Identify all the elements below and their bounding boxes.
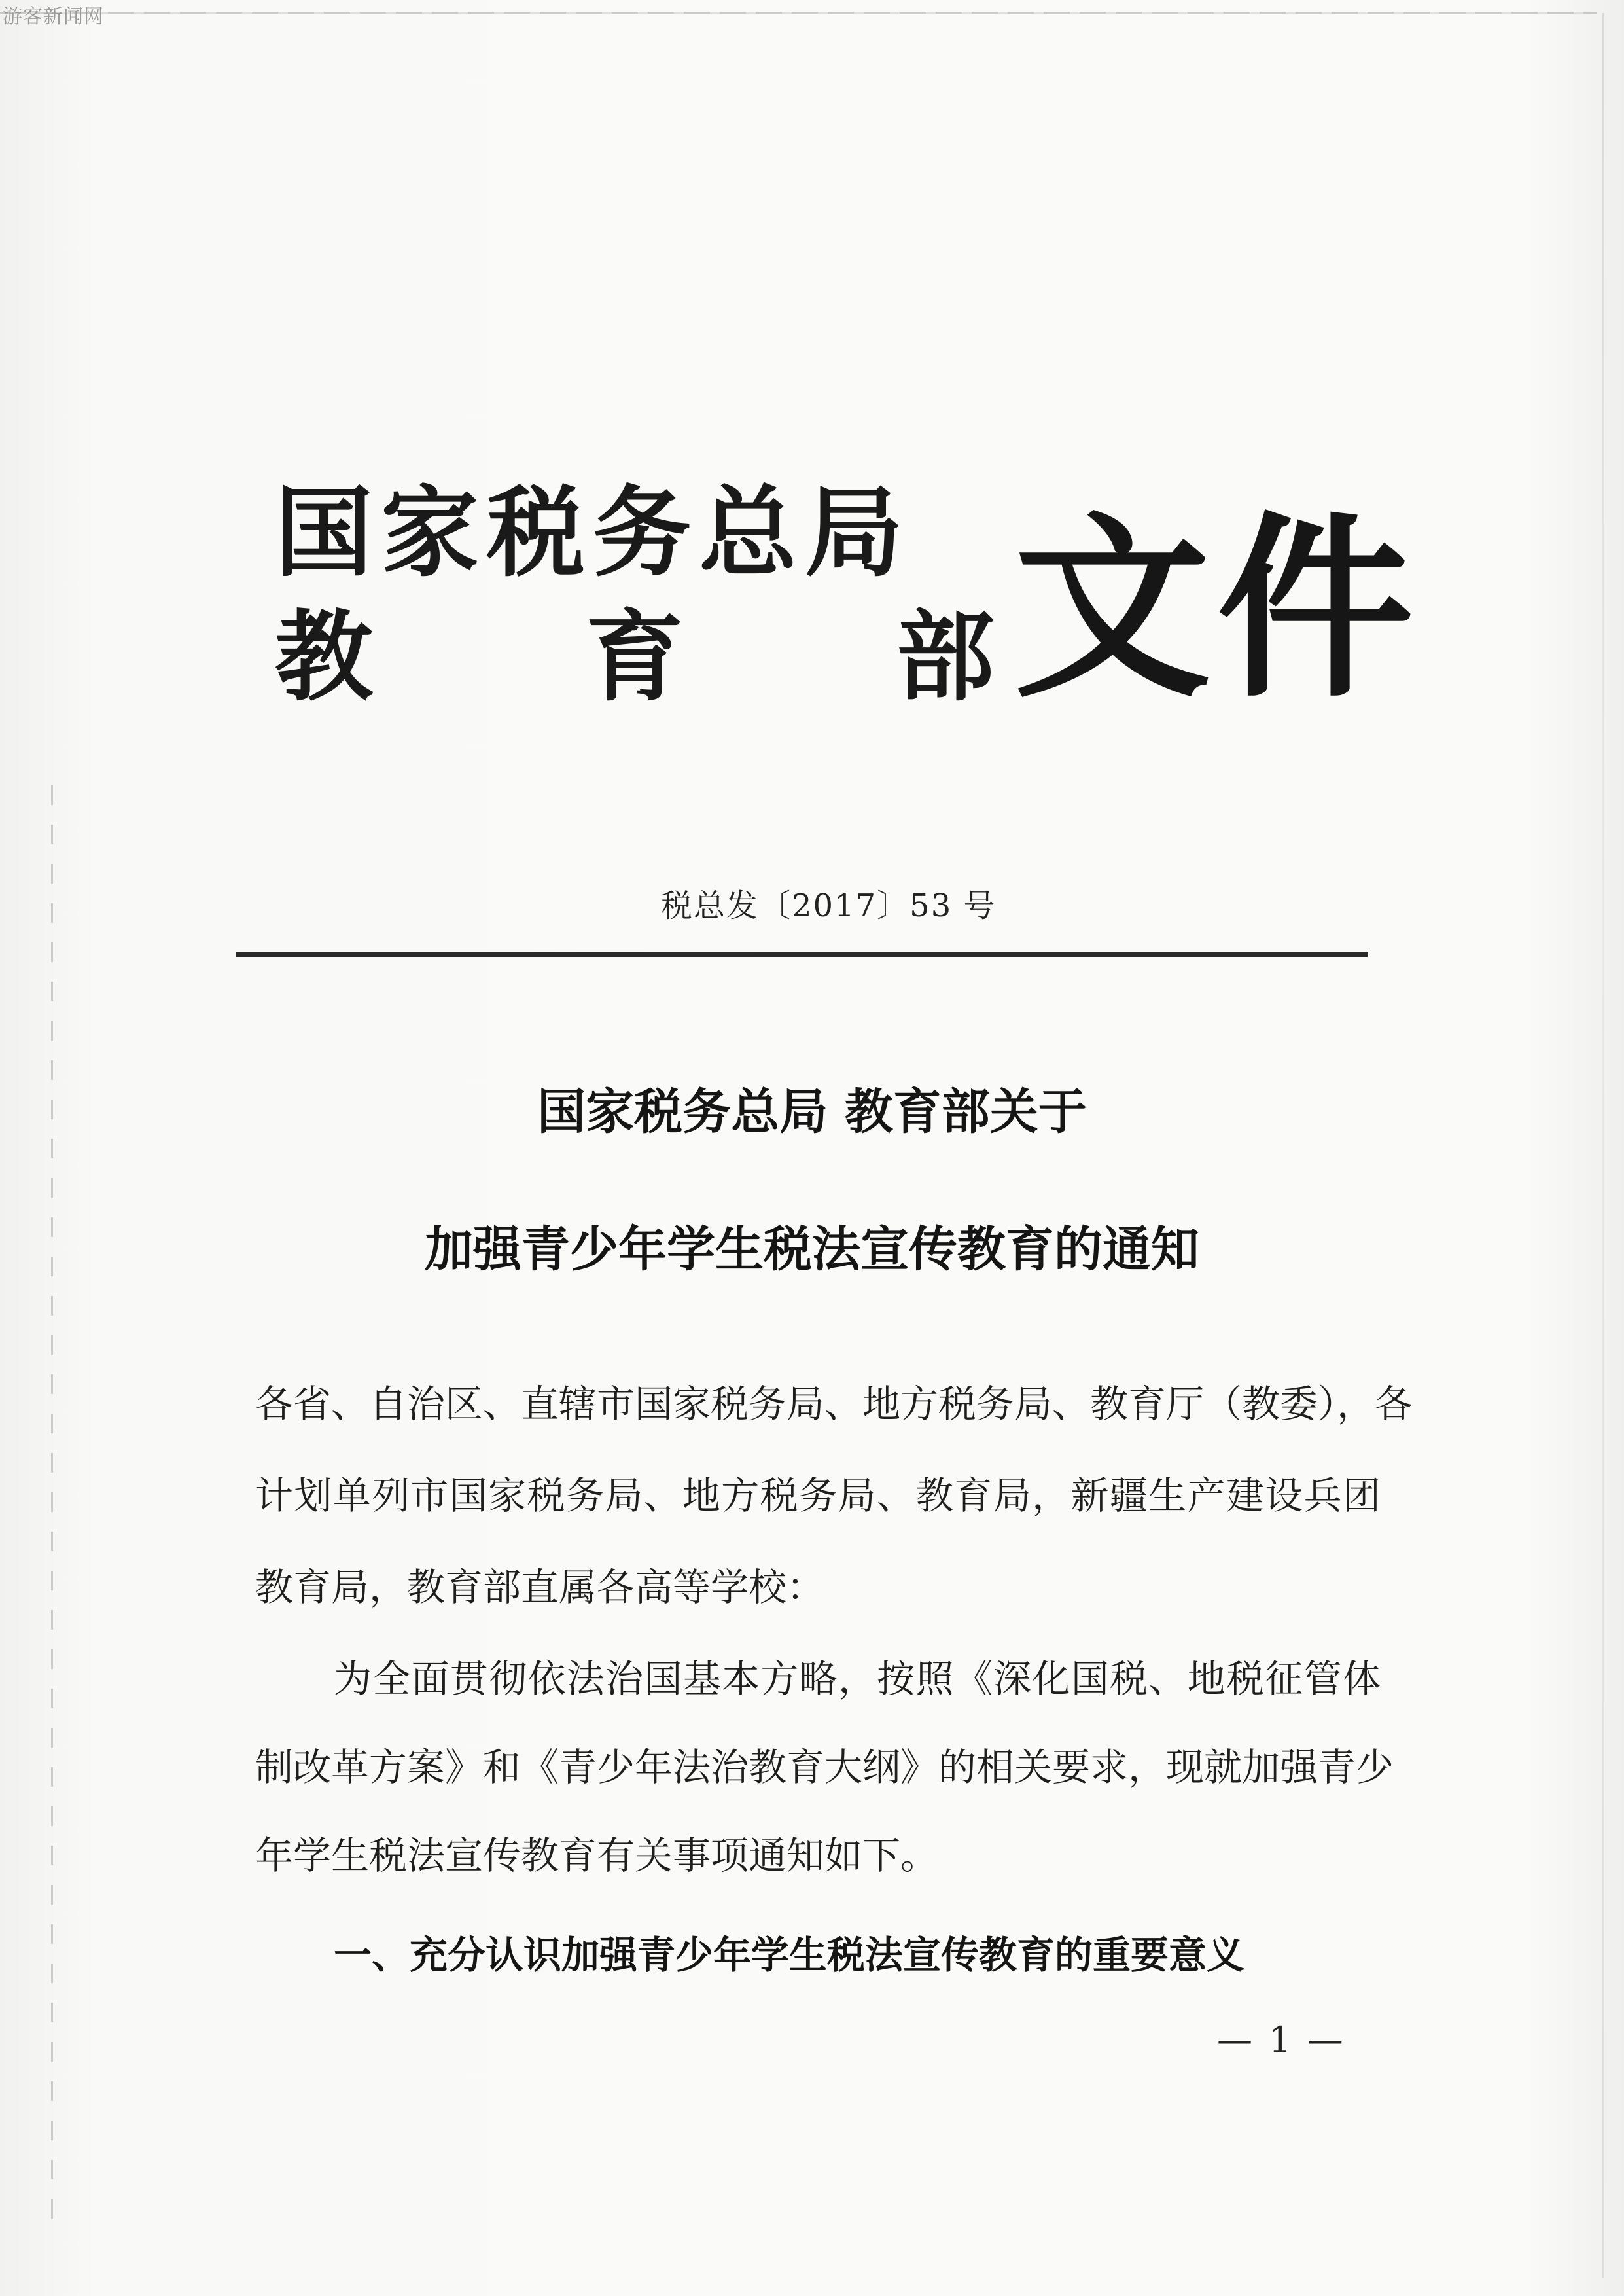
document-number: 税总发〔2017〕53 号 [661, 888, 997, 924]
issuer-char: 育 [585, 601, 684, 715]
addressee-line: 各省、自治区、直辖市国家税务局、地方税务局、教育厅（教委），各 [255, 1382, 1413, 1426]
paragraph-line: 为全面贯彻依法治国基本方略，按照《深化国税、地税征管体 [334, 1657, 1381, 1701]
document-title-line-2: 加强青少年学生税法宣传教育的通知 [425, 1221, 1199, 1278]
issuer-ministry-of-education [275, 596, 995, 720]
site-watermark: 游客新闻网 [3, 5, 104, 28]
scan-top-edge [0, 12, 1597, 14]
issuer-tax-administration: 国家税务总局 [275, 476, 911, 590]
issuer-char: 部 [896, 601, 995, 715]
paragraph-line: 制改革方案》和《青少年法治教育大纲》的相关要求，现就加强青少 [255, 1745, 1394, 1789]
document-type-label: 文件 [1014, 493, 1420, 724]
issuer-block [275, 471, 995, 720]
paragraph-line: 年学生税法宣传教育有关事项通知如下。 [255, 1833, 939, 1878]
scan-right-edge [1602, 13, 1604, 2278]
document-title-line-1: 国家税务总局 教育部关于 [537, 1084, 1087, 1140]
addressee-line: 教育局，教育部直属各高等学校： [255, 1565, 825, 1609]
section-heading: 一、充分认识加强青少年学生税法宣传教育的重要意义 [334, 1933, 1245, 1977]
header-divider-rule [236, 952, 1368, 957]
page-number: — 1 — [1217, 2019, 1346, 2060]
issuer-char: 教 [275, 601, 374, 715]
addressee-line: 计划单列市国家税务局、地方税务局、教育局，新疆生产建设兵团 [255, 1473, 1381, 1518]
scan-left-edge [51, 785, 53, 2225]
